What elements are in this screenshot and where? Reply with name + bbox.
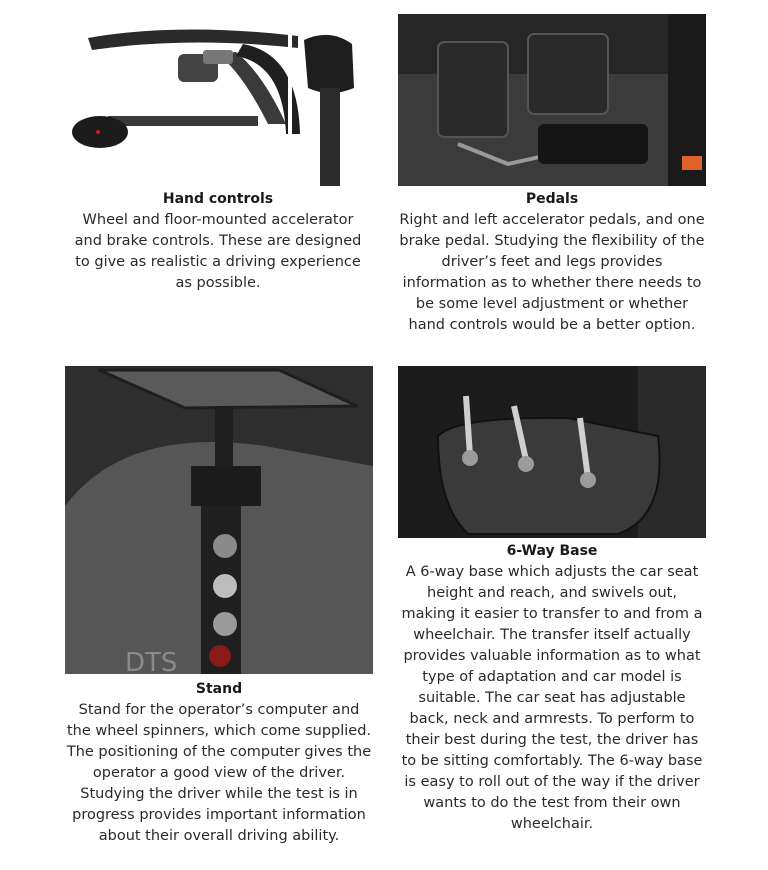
hand-controls-photo [68, 14, 368, 186]
pedals-description: Right and left accelerator pedals, and one brake pedal. Studying the flexibility of the driver’s feet and legs provides information as to whether there needs to be some level adjustment or whether hand controls would be a better option. [399, 212, 705, 333]
six-way-base-title: 6-Way Base [506, 543, 598, 559]
six-way-base-description: A 6-way base which adjusts the car seat height and reach, and swivels out, making it easier to transfer to and from a wheelchair. The transfer itself actually provides valuable information as to what type of adaptation and car model is suitable. The car seat has adjustable back, neck and armrests. To perform to their best during the test, the driver has to be sitting comfortably. The 6-way base is easy to roll out of the way if the driver wants to do the test from their own wheelchair. [401, 564, 703, 832]
stand-photo [65, 366, 373, 674]
pedals-photo [398, 14, 706, 186]
stand-title: Stand [195, 681, 243, 697]
pedals-title: Pedals [525, 191, 579, 207]
stand-photo-logo: DTS [125, 648, 178, 674]
six-way-base-photo [398, 366, 706, 538]
hand-controls-description: Wheel and floor-mounted accelerator and brake controls. These are designed to give as realistic a driving experience as possible. [74, 212, 362, 291]
hand-controls-title: Hand controls [162, 191, 274, 207]
stand-description: Stand for the operator’s computer and the wheel spinners, which come supplied. The positioning of the computer gives the operator a good view of the driver. Studying the driver while the test is in progress provides important information about their overall driving ability. [66, 702, 372, 844]
